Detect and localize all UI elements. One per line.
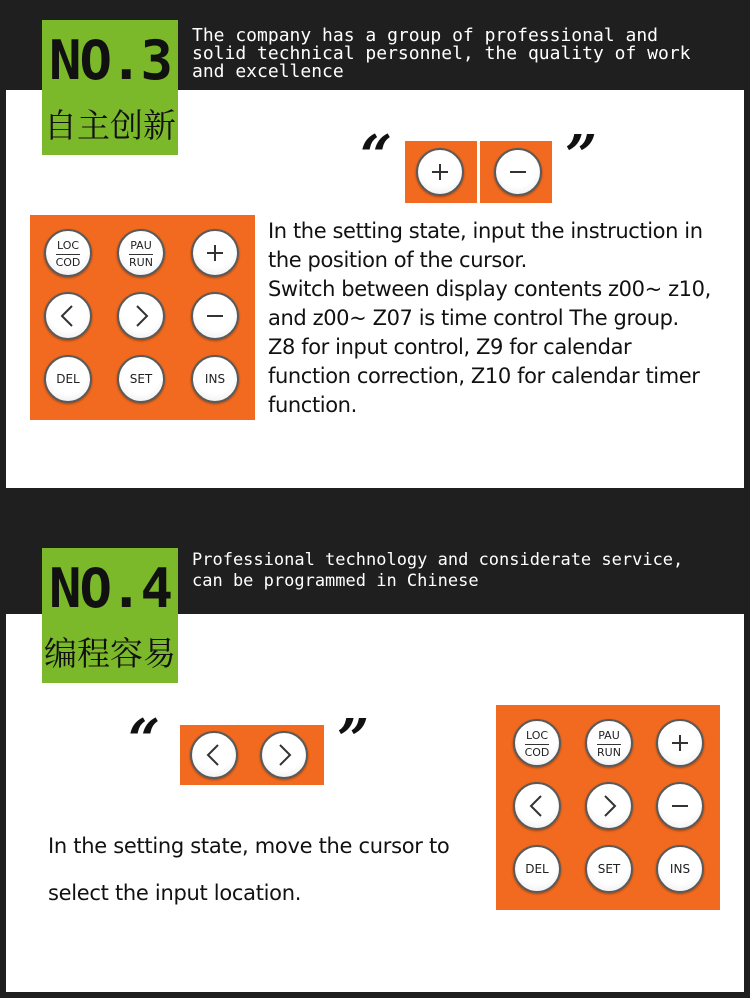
- chevron-left-icon: [515, 784, 559, 828]
- arrow-keys-chip: [180, 725, 324, 785]
- set-key[interactable]: [117, 355, 165, 403]
- description-line: the position of the cursor.: [268, 248, 527, 272]
- run-label: RUN: [129, 256, 153, 269]
- set-label: SET: [129, 372, 153, 386]
- right-key[interactable]: [585, 782, 633, 830]
- description-line: In the setting state, move the cursor to: [48, 834, 450, 858]
- badge-title: 编程容易: [44, 634, 176, 673]
- divider: [129, 254, 153, 255]
- del-label: DEL: [525, 862, 549, 876]
- caption-line: solid technical personnel, the quality of work: [192, 43, 691, 64]
- badge-number: NO.4: [48, 557, 172, 620]
- caption-line: and excellence: [192, 61, 344, 82]
- description-line: Switch between display contents z00~ z10,: [268, 277, 711, 301]
- badge-number: NO.3: [48, 29, 172, 92]
- cod-label: COD: [55, 256, 81, 269]
- description-line: and z00~ Z07 is time control The group.: [268, 306, 679, 330]
- loc-label: LOC: [525, 729, 549, 742]
- description-line: select the input location.: [48, 881, 302, 905]
- ins-label: INS: [204, 372, 226, 386]
- divider: [525, 744, 549, 745]
- right-key[interactable]: [260, 731, 308, 779]
- plus-key[interactable]: [416, 148, 464, 196]
- loc-cod-key[interactable]: [513, 719, 561, 767]
- badge-title: 自主创新: [44, 106, 176, 145]
- plus-key[interactable]: [656, 719, 704, 767]
- minus-key[interactable]: [494, 148, 542, 196]
- plus-minus-chip: [405, 141, 552, 203]
- right-key[interactable]: [117, 292, 165, 340]
- pau-run-key[interactable]: [117, 229, 165, 277]
- chevron-right-icon: [587, 784, 631, 828]
- del-key[interactable]: [513, 845, 561, 893]
- plus-icon: [193, 231, 237, 275]
- run-label: RUN: [597, 746, 621, 759]
- loc-label: LOC: [56, 239, 80, 252]
- description-line: function correction, Z10 for calendar timer: [268, 364, 700, 388]
- description-line: Z8 for input control, Z9 for calendar: [268, 335, 632, 359]
- set-key[interactable]: [585, 845, 633, 893]
- ins-key[interactable]: [656, 845, 704, 893]
- section-3-description: [268, 217, 711, 420]
- del-key[interactable]: [44, 355, 92, 403]
- section-3-badge: [42, 20, 178, 155]
- divider: [56, 254, 80, 255]
- divider: [597, 744, 621, 745]
- pau-run-key[interactable]: [585, 719, 633, 767]
- loc-cod-key[interactable]: [44, 229, 92, 277]
- section-4-description: [48, 823, 449, 917]
- plus-icon: [418, 150, 462, 194]
- caption-line: Professional technology and considerate service,: [192, 550, 684, 570]
- ins-key[interactable]: [191, 355, 239, 403]
- pau-label: PAU: [598, 729, 620, 742]
- quote-close-mark: ”: [337, 707, 370, 773]
- description-line: function.: [268, 393, 357, 417]
- quote-open-mark: “: [128, 707, 161, 773]
- left-key[interactable]: [513, 782, 561, 830]
- plus-key[interactable]: [191, 229, 239, 277]
- plus-icon: [658, 721, 702, 765]
- set-label: SET: [597, 862, 621, 876]
- keypad-image: [30, 215, 255, 420]
- minus-icon: [496, 150, 540, 194]
- left-key[interactable]: [44, 292, 92, 340]
- chevron-left-icon: [192, 733, 236, 777]
- caption-line: The company has a group of professional and: [192, 25, 658, 46]
- keypad-image: [496, 705, 720, 910]
- minus-icon: [658, 784, 702, 828]
- minus-key[interactable]: [191, 292, 239, 340]
- chevron-left-icon: [46, 294, 90, 338]
- ins-label: INS: [669, 862, 691, 876]
- section-3-caption: [192, 27, 691, 81]
- quote-open-mark: “: [360, 123, 393, 189]
- section-4-badge: [42, 548, 178, 683]
- caption-line: can be programmed in Chinese: [192, 571, 479, 591]
- quote-close-mark: ”: [565, 123, 598, 189]
- left-key[interactable]: [190, 731, 238, 779]
- minus-icon: [193, 294, 237, 338]
- pau-label: PAU: [130, 239, 152, 252]
- chevron-right-icon: [262, 733, 306, 777]
- description-line: In the setting state, input the instruction in: [268, 219, 703, 243]
- section-4-caption: [192, 550, 683, 592]
- cod-label: COD: [524, 746, 550, 759]
- chevron-right-icon: [119, 294, 163, 338]
- minus-key[interactable]: [656, 782, 704, 830]
- del-label: DEL: [56, 372, 80, 386]
